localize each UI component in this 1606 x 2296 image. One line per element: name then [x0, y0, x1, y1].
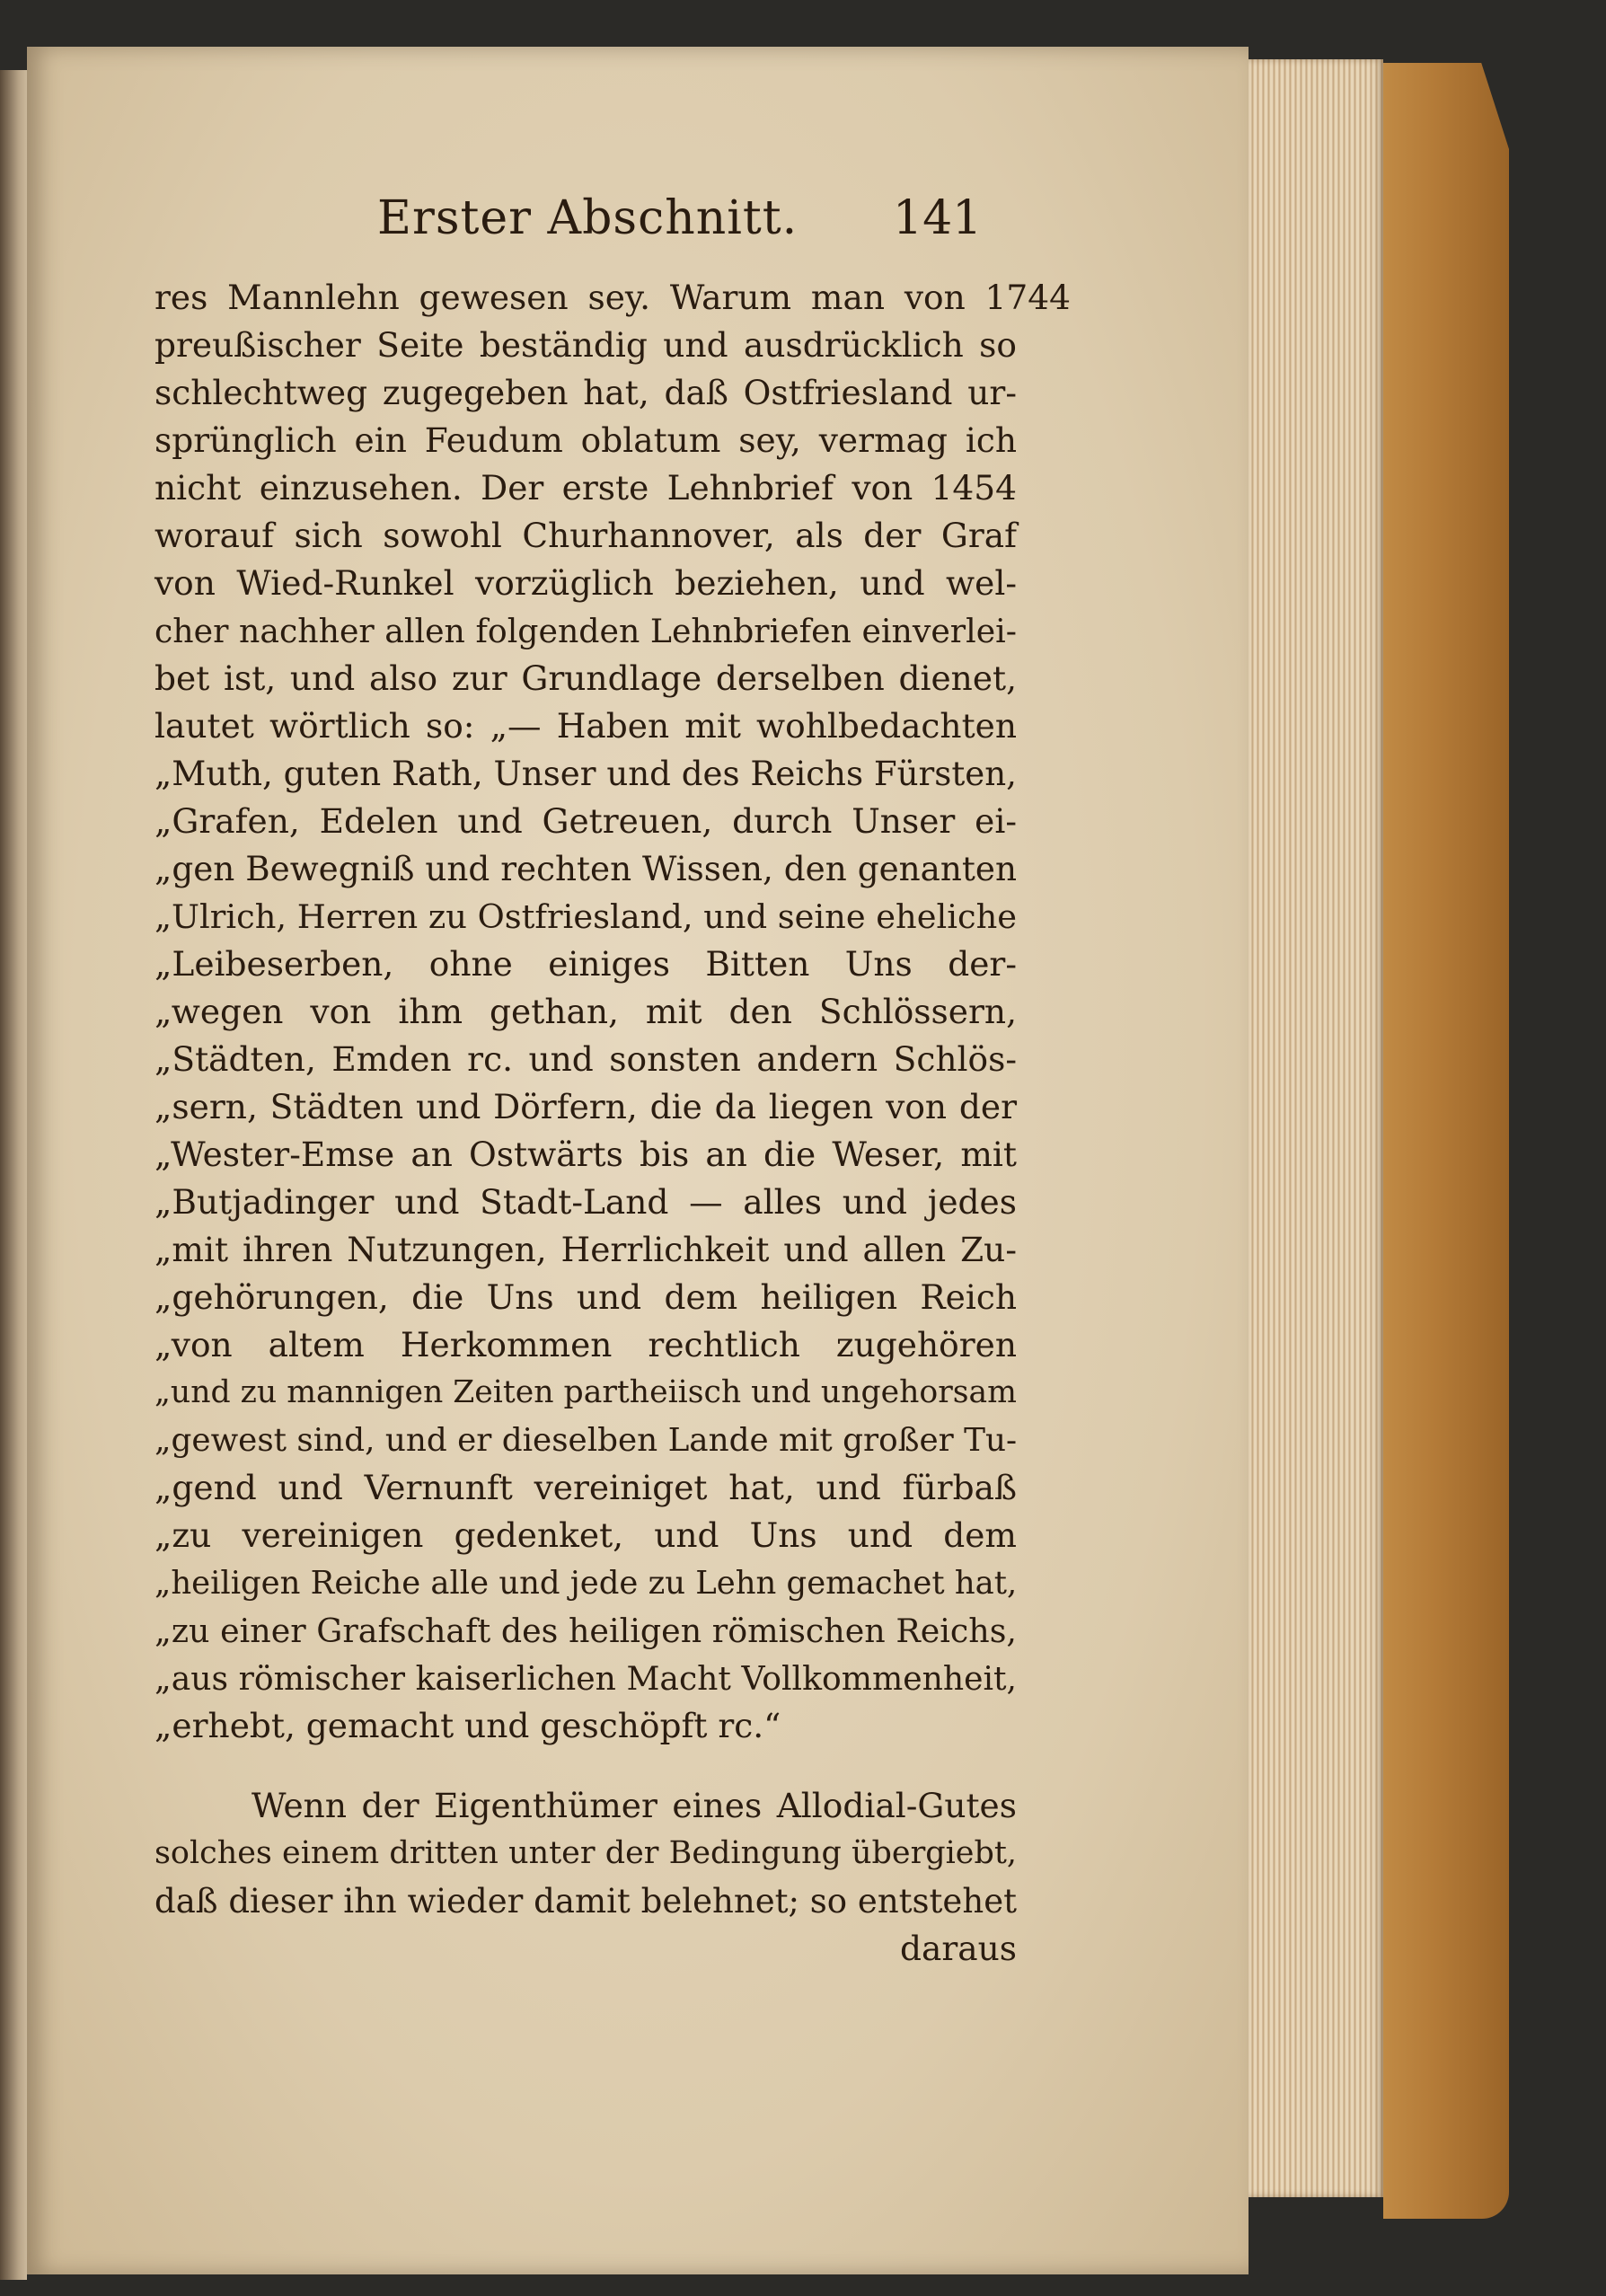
text-line: worauf sich sowohl Churhannover, als der Graf — [154, 516, 1017, 555]
page-number: 141 — [893, 191, 983, 245]
text-line: „wegen von ihm gethan, mit den Schlössern, — [154, 992, 1017, 1031]
text-line: „mit ihren Nutzungen, Herrlichkeit und allen Zu- — [154, 1230, 1017, 1269]
page-text — [154, 184, 1071, 1973]
text-line: „Butjadinger und Stadt-Land — alles und jedes — [154, 1182, 1017, 1222]
text-line: daß dieser ihn wieder damit belehnet; so entstehet — [154, 1882, 1017, 1921]
text-line: schlechtweg zugegeben hat, daß Ostfriesland ur- — [154, 373, 1017, 412]
text-line: „aus römischer kaiserlichen Macht Vollkommenheit, — [154, 1659, 1017, 1698]
text-line: von Wied-Runkel vorzüglich beziehen, und wel- — [154, 563, 1017, 603]
text-line: „und zu mannigen Zeiten partheiisch und ungehorsam — [154, 1374, 1017, 1410]
text-line: „zu einer Grafschaft des heiligen römischen Reichs, — [154, 1612, 1017, 1650]
text-line: „Wester-Emse an Ostwärts bis an die Weser, mit — [154, 1135, 1017, 1174]
text-line: „zu vereinigen gedenket, und Uns und dem — [154, 1515, 1017, 1555]
text-line: „Städten, Emden rc. und sonsten andern Schlös- — [154, 1039, 1017, 1079]
text-line: „gend und Vernunft vereiniget hat, und fürbaß — [154, 1468, 1017, 1507]
text-line: sprünglich ein Feudum oblatum sey, vermag ich — [154, 420, 1017, 460]
page-block-edges — [1249, 59, 1383, 2197]
text-line: res Mannlehn gewesen sey. Warum man von 1744 — [154, 278, 1071, 317]
text-line: „gehörungen, die Uns und dem heiligen Reich — [154, 1277, 1017, 1317]
text-line: lautet wörtlich so: „— Haben mit wohlbedachten — [154, 706, 1017, 746]
paragraph-2 — [154, 1782, 1017, 1925]
text-line: „Muth, guten Rath, Unser und des Reichs Fürsten, — [154, 755, 1017, 793]
text-line: „erhebt, gemacht und geschöpft rc.“ — [154, 1706, 781, 1745]
text-line: „Ulrich, Herren zu Ostfriesland, und seine eheliche — [154, 897, 1018, 936]
catchword: daraus — [899, 1929, 1017, 1968]
text-line: „sern, Städten und Dörfern, die da liegen von der — [154, 1087, 1017, 1126]
page-header — [154, 184, 1017, 274]
text-line: „gewest sind, und er dieselben Lande mit großer Tu- — [154, 1422, 1018, 1459]
book-cover-edge — [1383, 63, 1509, 2219]
text-line: Wenn der Eigenthümer eines Allodial-Gutes — [251, 1786, 1017, 1825]
text-line: „Leibeserben, ohne einiges Bitten Uns der- — [154, 944, 1017, 984]
text-line: „Grafen, Edelen und Getreuen, durch Unser ei- — [154, 801, 1017, 841]
text-line: nicht einzusehen. Der erste Lehnbrief von 1454 — [154, 468, 1017, 508]
running-title: Erster Abschnitt. — [377, 191, 799, 245]
facing-page-edge — [0, 70, 27, 2280]
paragraph-gap — [154, 1750, 1017, 1782]
text-line: „gen Bewegniß und rechten Wissen, den genanten — [154, 849, 1017, 888]
text-line: „von altem Herkommen rechtlich zugehören — [154, 1325, 1017, 1364]
text-line: solches einem dritten unter der Bedingung übergiebt, — [154, 1835, 1017, 1871]
paragraph-1 — [154, 274, 1071, 1750]
text-line: preußischer Seite beständig und ausdrücklich so — [154, 325, 1017, 365]
text-line: bet ist, und also zur Grundlage derselben dienet, — [154, 658, 1017, 698]
text-line: „heiligen Reiche alle und jede zu Lehn gemachet hat, — [154, 1565, 1018, 1602]
text-line: cher nachher allen folgenden Lehnbriefen einverlei- — [154, 612, 1017, 650]
